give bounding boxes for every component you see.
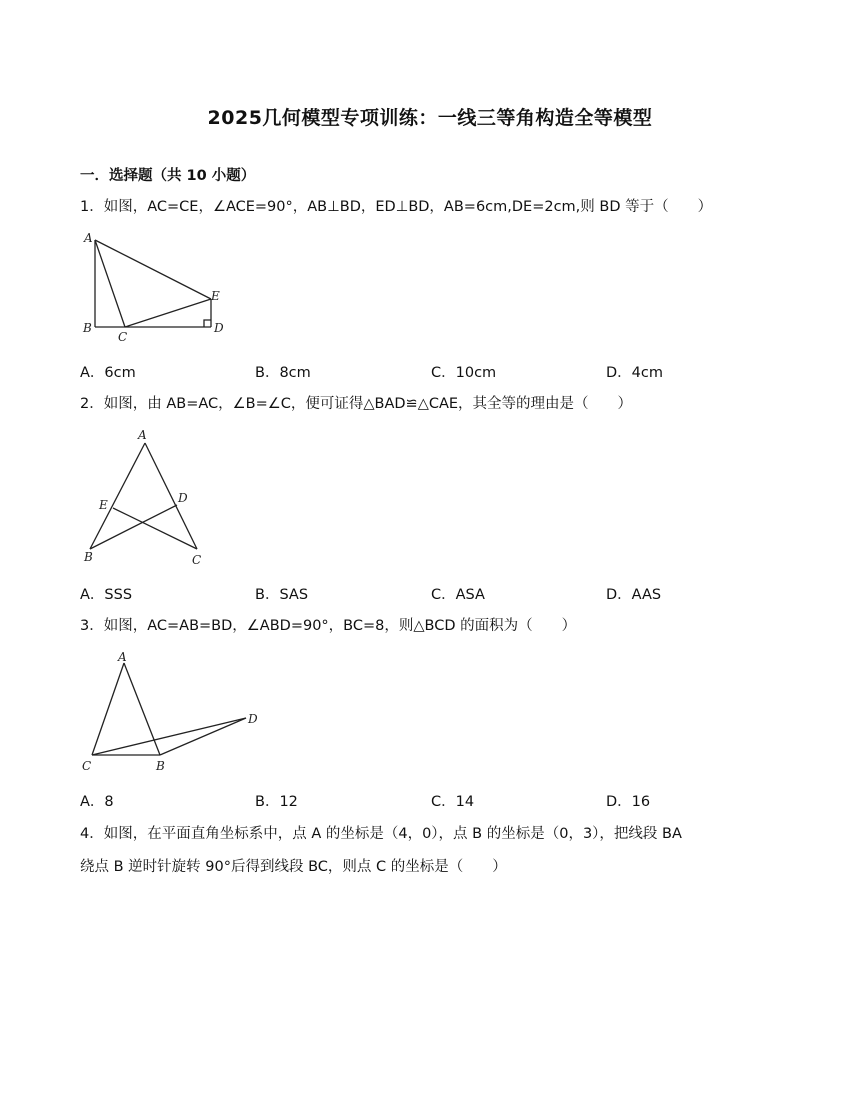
- question-2-stem: 2．如图，由 AB=AC，∠B=∠C，便可证得△BAD≌△CAE，其全等的理由是（ ）: [80, 396, 633, 412]
- label-c: C: [118, 330, 128, 344]
- label-d: D: [178, 491, 188, 505]
- q1-option-c[interactable]: C．10cm: [431, 365, 497, 381]
- q1-option-a[interactable]: A．6cm: [80, 365, 136, 381]
- label-b: B: [83, 321, 92, 335]
- label-e: E: [211, 289, 220, 303]
- segment-ce: [125, 299, 211, 327]
- q3-option-b[interactable]: B．12: [255, 794, 298, 810]
- q2-option-b[interactable]: B．SAS: [255, 587, 309, 603]
- segment-ab: [124, 663, 160, 755]
- label-d: D: [248, 712, 258, 726]
- label-a: A: [118, 650, 127, 664]
- q2-option-a[interactable]: A．SSS: [80, 587, 133, 603]
- question-4-stem-line-1: 4．如图，在平面直角坐标系中，点 A 的坐标是（4，0），点 B 的坐标是（0，3），把线段 BA: [80, 826, 682, 842]
- label-b: B: [84, 550, 93, 564]
- q1-option-b[interactable]: B．8cm: [255, 365, 311, 381]
- right-angle-mark: [204, 320, 211, 327]
- label-c: C: [82, 759, 92, 773]
- segment-ac: [92, 663, 124, 755]
- label-e: E: [99, 498, 108, 512]
- q3-option-d[interactable]: D．16: [606, 794, 651, 810]
- q1-option-d[interactable]: D．4cm: [606, 365, 663, 381]
- label-a: A: [84, 231, 93, 245]
- question-1-figure: [80, 228, 240, 343]
- question-3-figure: [80, 648, 270, 778]
- question-2-figure: [80, 425, 220, 570]
- segment-cd: [92, 718, 246, 755]
- q2-option-d[interactable]: D．AAS: [606, 587, 662, 603]
- label-a: A: [138, 428, 147, 442]
- q2-option-c[interactable]: C．ASA: [431, 587, 485, 603]
- segment-ce: [113, 508, 197, 549]
- label-c: C: [192, 553, 202, 567]
- segment-ab: [90, 443, 145, 549]
- section-heading: 一．选择题（共 10 小题）: [80, 168, 256, 184]
- label-b: B: [156, 759, 165, 773]
- q3-option-a[interactable]: A．8: [80, 794, 114, 810]
- question-3-stem: 3．如图，AC=AB=BD，∠ABD=90°，BC=8，则△BCD 的面积为（ ）: [80, 618, 577, 634]
- q3-option-c[interactable]: C．14: [431, 794, 475, 810]
- question-4-stem-line-2: 绕点 B 逆时针旋转 90°后得到线段 BC，则点 C 的坐标是（ ）: [80, 859, 507, 875]
- segment-bd: [160, 718, 246, 755]
- label-d: D: [214, 321, 224, 335]
- segment-ac: [145, 443, 197, 549]
- page-title: 2025几何模型专项训练：一线三等角构造全等模型: [207, 107, 653, 129]
- question-1-stem: 1．如图，AC=CE，∠ACE=90°，AB⊥BD，ED⊥BD，AB=6cm,DE=2cm,则 BD 等于（ ）: [80, 199, 713, 215]
